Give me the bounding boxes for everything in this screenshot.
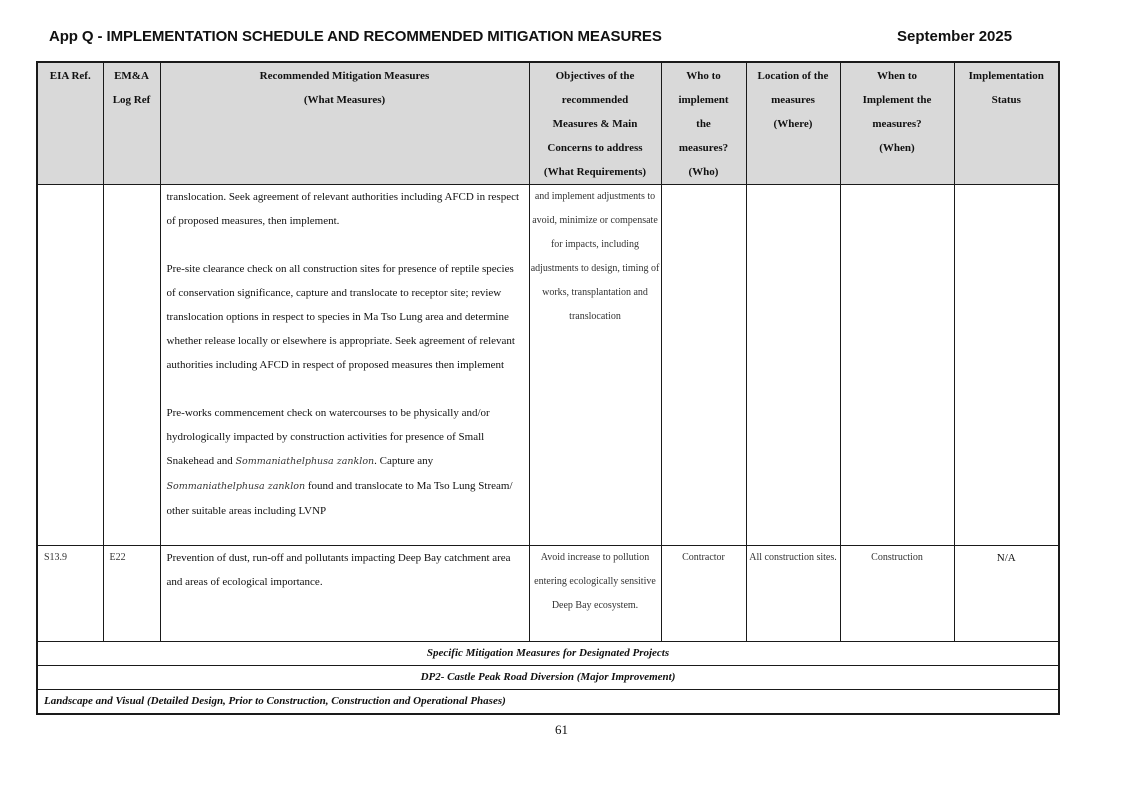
when-cell: [840, 185, 954, 546]
column-header-line: measures?: [678, 142, 729, 154]
column-header-em-a-log-ref: [103, 62, 160, 185]
measure-paragraph: [167, 401, 525, 523]
who-cell: [661, 185, 746, 546]
column-header-line: (What Measures): [303, 94, 386, 106]
objectives-cell: and implement adjustments to avoid, minimize or compensate for impacts, including adjustments to design, timing of works, transplantation and translocation: [529, 185, 661, 546]
column-header-eia-ref: [37, 62, 103, 185]
column-header-recommended-measures: [160, 62, 529, 185]
who-cell: Contractor: [661, 546, 746, 642]
column-header-line: Implement the: [862, 94, 932, 106]
column-header-location: [746, 62, 840, 185]
column-header-line: Recommended Mitigation Measures: [259, 70, 430, 82]
measure-paragraph: Pre-site clearance check on all construction sites for presence of reptile species of conservation significance, capture and translocate to receptor site; review translocation options in respect to species in Ma Tso Lung area and determine whether release locally or elsewhere is appropriate. Seek agreement of relevant authorities including AFCD in respect of proposed measures then implement: [166, 263, 515, 371]
column-header-line: When to: [876, 70, 918, 82]
table-header-row: [37, 62, 1059, 185]
objectives-cell: Avoid increase to pollution entering ecologically sensitive Deep Bay ecosystem.: [529, 546, 661, 642]
column-header-line: Status: [991, 94, 1021, 106]
where-cell: [746, 185, 840, 546]
eia-ref-cell: [37, 185, 103, 546]
log-ref-cell: E22: [103, 546, 160, 642]
column-header-line: Objectives of the: [555, 70, 635, 82]
measure-text: . Capture any: [374, 455, 434, 467]
column-header-line: EM&A: [114, 70, 149, 82]
section-row-dp2: [37, 666, 1059, 690]
page-number: 61: [555, 722, 568, 737]
species-name: Sommaniathelphusa zanklon: [166, 481, 306, 492]
section-row-landscape-visual: [37, 690, 1059, 715]
log-ref-cell: [103, 185, 160, 546]
species-name: Sommaniathelphusa zanklon: [235, 456, 375, 467]
eia-ref-cell: S13.9: [37, 546, 103, 642]
column-header-line: Measures & Main: [552, 118, 638, 130]
measure-text: Pre-works commencement check on watercourses to be physically and/or hydrologically impacted by construction activities for presence of Small Snakehead and: [166, 407, 490, 467]
column-header-objectives: [529, 62, 661, 185]
column-header-line: (Who): [688, 166, 719, 178]
column-header-implementation-status: [954, 62, 1059, 185]
column-header-line: implement: [678, 94, 729, 106]
section-heading: DP2- Castle Peak Road Diversion (Major Improvement): [37, 666, 1059, 690]
column-header-line: the: [696, 118, 711, 130]
column-header-line: (Where): [773, 118, 813, 130]
column-header-line: EIA Ref.: [49, 70, 91, 82]
measures-cell: [160, 185, 529, 546]
when-cell: Construction: [840, 546, 954, 642]
column-header-line: Log Ref: [112, 94, 151, 106]
status-cell: [954, 185, 1059, 546]
column-header-line: recommended: [561, 94, 629, 106]
section-row-specific-measures: [37, 642, 1059, 666]
column-header-line: Concerns to address: [547, 142, 643, 154]
column-header-line: (What Requirements): [543, 166, 647, 178]
mitigation-measures-table: [36, 61, 1060, 715]
column-header-who-to-implement: [661, 62, 746, 185]
table-row: [37, 546, 1059, 642]
measure-paragraph: translocation. Seek agreement of relevant authorities including AFCD in respect of proposed measures, then implement.: [166, 191, 520, 227]
measure-text: found and translocate to Ma Tso Lung Stream/ other suitable areas including LVNP: [166, 480, 513, 517]
column-header-line: Who to: [686, 70, 721, 82]
table-row: [37, 185, 1059, 546]
measures-cell: Prevention of dust, run-off and pollutants impacting Deep Bay catchment area and areas of ecological importance.: [160, 546, 529, 642]
section-heading: Specific Mitigation Measures for Designated Projects: [37, 642, 1059, 666]
status-cell: N/A: [954, 546, 1059, 642]
column-header-line: measures: [771, 94, 815, 106]
column-header-line: Location of the: [757, 70, 829, 82]
column-header-when-to-implement: [840, 62, 954, 185]
document-date: September 2025: [897, 28, 1013, 45]
column-header-line: Implementation: [968, 70, 1044, 82]
where-cell: All construction sites.: [746, 546, 840, 642]
column-header-line: (When): [879, 142, 915, 154]
section-heading: Landscape and Visual (Detailed Design, Prior to Construction, Construction and Operational Phases): [37, 690, 1059, 715]
document-title: App Q - IMPLEMENTATION SCHEDULE AND RECOMMENDED MITIGATION MEASURES: [49, 28, 662, 45]
column-header-line: measures?: [872, 118, 922, 130]
